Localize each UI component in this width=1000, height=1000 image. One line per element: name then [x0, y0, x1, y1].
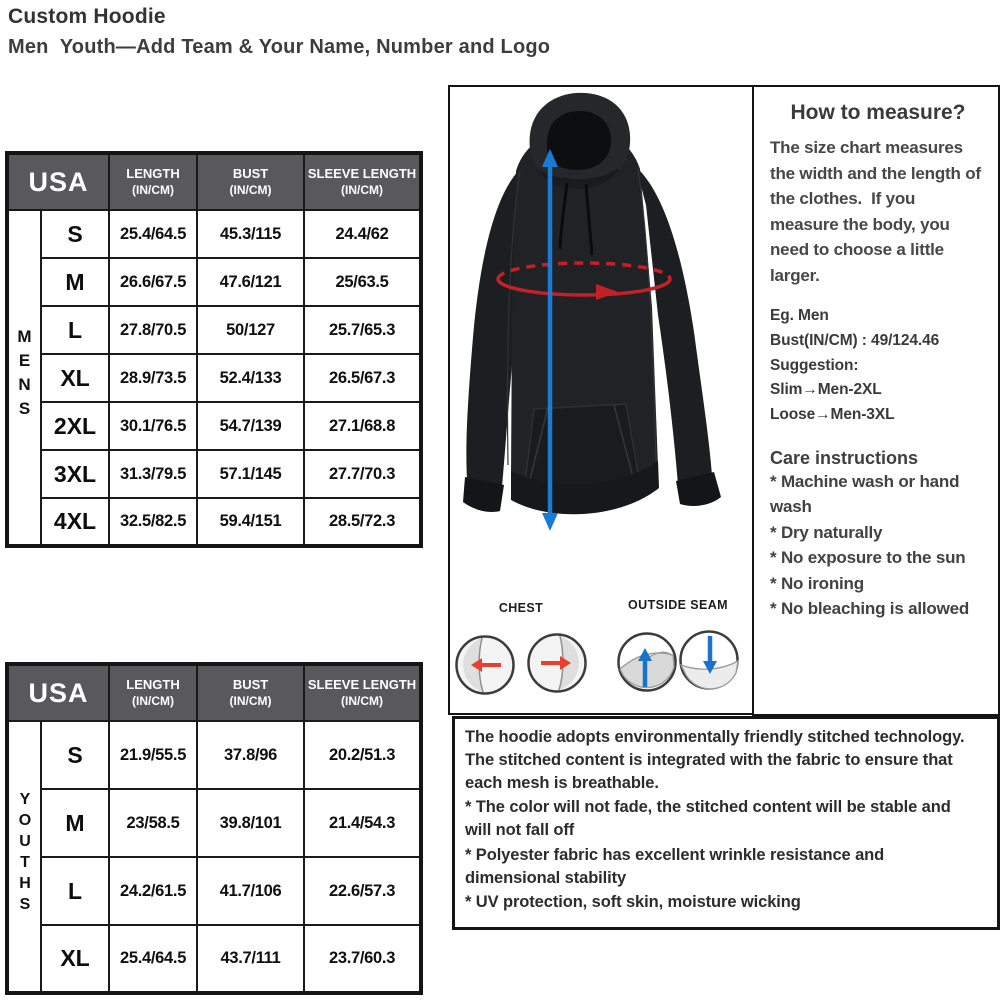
usa-header-cell: USA	[7, 153, 109, 210]
seam-arrow-up-icon	[616, 631, 678, 693]
hoodie-figure-panel	[448, 85, 754, 715]
page-subtitle: Men Youth—Add Team & Your Name, Number and Logo	[8, 36, 551, 58]
mens-table-header-row	[7, 153, 421, 210]
youth-group-label: YOUTHS	[16, 791, 34, 917]
bust-cell: 43.7/111	[197, 925, 304, 993]
table-row	[7, 789, 421, 857]
care-instructions-heading: Care instructions	[770, 447, 919, 468]
example-line: Slim→Men-2XL	[770, 381, 882, 399]
care-item: * No exposure to the sun	[770, 548, 966, 568]
column-unit: (IN/CM)	[341, 182, 384, 197]
care-item: * Machine wash or hand wash	[770, 471, 960, 517]
description-bullet: * Polyester fabric has excellent wrinkle resistance and dimensional stability	[465, 845, 885, 887]
chest-label: CHEST	[498, 601, 544, 615]
sleeve-cell: 23.7/60.3	[304, 925, 421, 993]
sleeve-cell: 27.7/70.3	[304, 450, 421, 498]
length-cell: 31.3/79.5	[109, 450, 197, 498]
bust-cell: 37.8/96	[197, 721, 304, 789]
sleeve-cell: 28.5/72.3	[304, 498, 421, 546]
size-cell: XL	[41, 354, 109, 402]
table-row	[7, 210, 421, 258]
size-cell: M	[41, 789, 109, 857]
example-line: Bust(IN/CM) : 49/124.46	[770, 331, 940, 349]
sleeve-cell: 27.1/68.8	[304, 402, 421, 450]
bust-cell: 57.1/145	[197, 450, 304, 498]
sleeve-cell: 25/63.5	[304, 258, 421, 306]
column-label: SLEEVE LENGTH	[307, 677, 417, 693]
fabric-arrow-right-icon	[526, 632, 588, 694]
length-header-cell	[109, 664, 197, 721]
table-row	[7, 306, 421, 354]
sleeve-cell: 24.4/62	[304, 210, 421, 258]
column-unit: (IN/CM)	[229, 182, 272, 197]
table-row	[7, 498, 421, 546]
bust-cell: 52.4/133	[197, 354, 304, 402]
sleeve-cell: 25.7/65.3	[304, 306, 421, 354]
column-label: SLEEVE LENGTH	[307, 166, 417, 182]
column-unit: (IN/CM)	[229, 693, 272, 708]
product-description-panel	[452, 716, 1000, 930]
size-cell: M	[41, 258, 109, 306]
column-unit: (IN/CM)	[132, 693, 175, 708]
hoodie-garment	[463, 93, 721, 514]
length-cell: 28.9/73.5	[109, 354, 197, 402]
table-row	[7, 450, 421, 498]
length-header-cell	[109, 153, 197, 210]
bust-cell: 39.8/101	[197, 789, 304, 857]
sleeve-header-cell	[304, 153, 421, 210]
length-cell: 25.4/64.5	[109, 925, 197, 993]
example-line: Loose→Men-3XL	[770, 406, 895, 424]
how-to-measure-heading: How to measure?	[790, 101, 966, 124]
column-unit: (IN/CM)	[132, 182, 175, 197]
care-item: * No bleaching is allowed	[770, 599, 970, 619]
mens-group-label: MENS	[15, 327, 34, 423]
bust-cell: 59.4/151	[197, 498, 304, 546]
mens-group-cell	[7, 210, 41, 546]
table-row	[7, 354, 421, 402]
bust-cell: 50/127	[197, 306, 304, 354]
length-cell: 25.4/64.5	[109, 210, 197, 258]
bust-cell: 45.3/115	[197, 210, 304, 258]
sleeve-header-cell	[304, 664, 421, 721]
length-cell: 32.5/82.5	[109, 498, 197, 546]
table-row	[7, 857, 421, 925]
youth-table-header-row	[7, 664, 421, 721]
care-item: * Dry naturally	[770, 522, 883, 542]
example-line: Suggestion:	[770, 356, 859, 374]
sleeve-cell: 22.6/57.3	[304, 857, 421, 925]
sleeve-cell: 20.2/51.3	[304, 721, 421, 789]
youth-size-table	[5, 662, 423, 995]
column-label: LENGTH	[126, 677, 180, 693]
table-row	[7, 258, 421, 306]
how-to-measure-intro: The size chart measures the width and the length of the clothes. If you measure the body, you need to choose a little larger.	[770, 138, 986, 285]
size-cell: S	[41, 721, 109, 789]
fabric-arrow-left-icon	[454, 634, 516, 696]
size-cell: 4XL	[41, 498, 109, 546]
length-cell: 27.8/70.5	[109, 306, 197, 354]
length-cell: 24.2/61.5	[109, 857, 197, 925]
column-label: BUST	[232, 677, 269, 693]
example-line: Eg. Men	[770, 307, 829, 324]
table-row	[7, 721, 421, 789]
size-cell: L	[41, 306, 109, 354]
sleeve-cell: 26.5/67.3	[304, 354, 421, 402]
hoodie-image	[450, 87, 752, 713]
mens-size-table	[5, 151, 423, 548]
size-cell: 2XL	[41, 402, 109, 450]
table-row	[7, 402, 421, 450]
care-item: * No ironing	[770, 573, 864, 593]
seam-arrow-down-icon	[678, 629, 740, 691]
bust-cell: 54.7/139	[197, 402, 304, 450]
how-to-measure-panel	[752, 85, 1000, 716]
size-cell: 3XL	[41, 450, 109, 498]
column-label: BUST	[232, 166, 269, 182]
size-cell: XL	[41, 925, 109, 993]
bust-header-cell	[197, 664, 304, 721]
length-cell: 21.9/55.5	[109, 721, 197, 789]
description-bullet: * The color will not fade, the stitched content will be stable and will not fall off	[465, 798, 951, 840]
column-label: LENGTH	[126, 166, 180, 182]
bust-header-cell	[197, 153, 304, 210]
length-cell: 23/58.5	[109, 789, 197, 857]
youth-group-cell	[7, 721, 41, 993]
size-cell: S	[41, 210, 109, 258]
usa-header-cell: USA	[7, 664, 109, 721]
page-title: Custom Hoodie	[8, 5, 166, 28]
outside-seam-label: OUTSIDE SEAM	[628, 598, 728, 612]
column-unit: (IN/CM)	[341, 693, 384, 708]
bust-cell: 47.6/121	[197, 258, 304, 306]
length-cell: 26.6/67.5	[109, 258, 197, 306]
sizing-example	[770, 304, 986, 428]
description-intro: The hoodie adopts environmentally friendly stitched technology. The stitched content is integrated with the fabric to ensure that each mesh is breathable.	[465, 728, 965, 792]
bust-cell: 41.7/106	[197, 857, 304, 925]
size-cell: L	[41, 857, 109, 925]
sleeve-cell: 21.4/54.3	[304, 789, 421, 857]
table-row	[7, 925, 421, 993]
care-instructions-list	[770, 469, 986, 622]
length-cell: 30.1/76.5	[109, 402, 197, 450]
description-bullet: * UV protection, soft skin, moisture wicking	[465, 893, 801, 912]
